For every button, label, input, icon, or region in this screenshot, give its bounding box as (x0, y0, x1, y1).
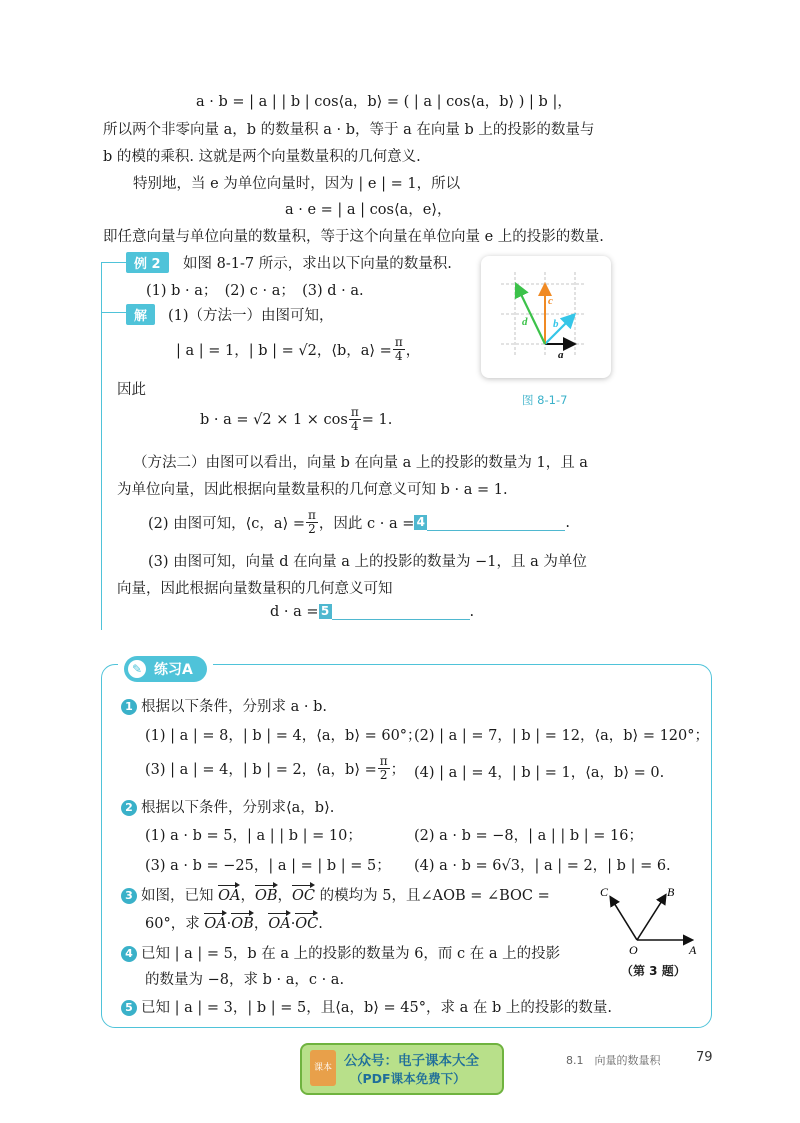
question-1 (121, 695, 327, 716)
q2-sub3: (3) a · b = −25，| a | = | b | = 5； (145, 858, 391, 874)
example-rule-tick (101, 262, 126, 263)
q2-sub2: (2) a · b = −8，| a | | b | = 16； (414, 828, 643, 844)
text-line: 即任意向量与单位向量的数量积，等于这个向量在单位向量 e 上的投影的数量. (103, 229, 604, 245)
formula-dot-product-decomposition: a · b = | a | | b | cos⟨a，b⟩ = ( | a | cos⟨a，b⟩ ) | b |， (196, 94, 572, 110)
question-text: 根据以下条件，分别求 a · b. (141, 699, 327, 715)
watermark-banner[interactable] (300, 1043, 504, 1095)
part3-equation (270, 603, 474, 620)
figure-caption: 图 8-1-7 (522, 393, 568, 407)
label-a: a (558, 349, 564, 361)
example-side-rule (101, 262, 102, 630)
fraction-pi-over-2: $\frac{\pi}{2}$ (379, 754, 388, 782)
part2-equation (148, 509, 570, 536)
label-b: b (553, 318, 559, 330)
vector-oa: OA (218, 888, 241, 904)
label-A: A (689, 943, 697, 957)
question-3-line2: 60°，求 OA·OB，OA·OC. (145, 916, 323, 932)
label-d: d (522, 316, 528, 328)
q2-sub1: (1) a · b = 5，| a | | b | = 10； (145, 828, 362, 844)
vector-ob: OB (254, 888, 278, 904)
exercise-title (118, 656, 213, 682)
page-number: 79 (696, 1050, 713, 1065)
q1-sub3: (3) | a | = 4，| b | = 2，⟨a，b⟩ = $\frac{\pi}{2}$ ； (145, 754, 406, 782)
question-number: 2 (121, 800, 137, 816)
label-c: c (548, 295, 553, 307)
ray-ob (637, 896, 665, 940)
vector-oa: OA (268, 916, 291, 932)
label-B: B (667, 885, 675, 899)
q1-sub2: (2) | a | = 7，| b | = 12，⟨a，b⟩ = 120°； (414, 728, 709, 744)
fraction-pi-over-4: $\frac{\pi}{4}$ (394, 335, 403, 363)
eq2-end: = 1. (361, 411, 393, 428)
banner-line1: 公众号：电子课本大全 (344, 1053, 479, 1069)
vector-oc: OC (295, 916, 319, 932)
q1-sub1: (1) | a | = 8，| b | = 4，⟨a，b⟩ = 60°； (145, 728, 422, 744)
question-number: 3 (121, 888, 137, 904)
period: . (565, 514, 570, 531)
period: . (469, 603, 475, 620)
vector-diagram (481, 256, 611, 378)
eq1-end: ， (405, 343, 421, 359)
fraction-pi-over-2: $\frac{\pi}{2}$ (308, 508, 316, 536)
question-number: 4 (121, 946, 137, 962)
question-number: 1 (121, 699, 137, 715)
example-tag: 例 2 (126, 252, 169, 273)
example-question: 如图 8-1-7 所示，求出以下向量的数量积. (183, 256, 452, 272)
vector-d-arrow (517, 286, 545, 344)
method2-line1: （方法二）由图可以看出，向量 b 在向量 a 上的投影的数量为 1，且 a (133, 455, 588, 471)
vector-oc: OC (292, 888, 315, 904)
question-text: 根据以下条件，分别求⟨a，b⟩. (141, 800, 335, 816)
text-line: 特别地，当 e 为单位向量时，因为 | e | = 1，所以 (133, 176, 461, 192)
footer-section: 8.1 向量的数量积 (566, 1054, 661, 1067)
solution-tag: 解 (126, 304, 155, 325)
part3-line1: (3) 由图可知，向量 d 在向量 a 上的投影的数量为 −1，且 a 为单位 (148, 554, 587, 570)
question-number: 5 (121, 1000, 137, 1016)
q1-sub4: (4) | a | = 4，| b | = 1，⟨a，b⟩ = 0. (414, 765, 665, 781)
equation-b-dot-a (200, 406, 392, 433)
book-logo-icon: 课本 (310, 1050, 336, 1086)
answer-blank-5[interactable] (332, 603, 470, 620)
banner-line2: （PDF课本免费下） (350, 1071, 466, 1086)
solution-method1: (1)（方法一）由图可知， (168, 308, 334, 324)
method2-line2: 为单位向量，因此根据向量数量积的几何意义可知 b · a = 1. (117, 482, 508, 498)
text-line: 所以两个非零向量 a，b 的数量积 a · b，等于 a 在向量 b 上的投影的数量与 (103, 122, 595, 138)
blank-number-4: 4 (414, 515, 427, 530)
eq1-left: | a | = 1，| b | = √2，⟨b，a⟩ = (176, 343, 392, 359)
vector-oa: OA (204, 916, 227, 932)
part3-line2: 向量，因此根据向量数量积的几何意义可知 (117, 581, 393, 597)
question-4: 4 已知 | a | = 5，b 在 a 上的投影的数量为 6，而 c 在 a 上的投影 (121, 942, 560, 963)
question-2 (121, 796, 334, 817)
eq2-left: b · a = √2 × 1 × cos (200, 411, 348, 428)
question-3-figure-caption: （第 3 题） (621, 964, 686, 978)
equation-magnitudes (176, 336, 420, 363)
exercise-title-text: 练习A (154, 662, 193, 678)
fraction-pi-over-4: $\frac{\pi}{4}$ (350, 405, 359, 433)
p3-eq: d · a = (270, 603, 319, 620)
question-3: 3 如图，已知 OA，OB，OC 的模均为 5，且∠AOB = ∠BOC = (121, 884, 550, 905)
figure-8-1-7-card (481, 256, 611, 378)
text-line: b 的模的乘积. 这就是两个向量数量积的几何意义. (103, 149, 421, 165)
ray-oc (611, 898, 637, 940)
blank-number-5: 5 (319, 604, 332, 619)
label-C: C (600, 885, 609, 899)
vector-b-arrow (545, 316, 573, 344)
question-5: 5 已知 | a | = 3，| b | = 5，且⟨a，b⟩ = 45°，求 a 在 b 上的投影的数量. (121, 996, 612, 1017)
label-O: O (629, 943, 638, 957)
p2-left: (2) 由图可知，⟨c，a⟩ = (148, 516, 305, 532)
pencil-icon: ✎ (128, 660, 146, 678)
vector-ob: OB (231, 916, 254, 932)
p2-mid: ，因此 c · a = (318, 516, 415, 532)
answer-blank-4[interactable] (427, 514, 565, 531)
example-parts: (1) b · a； (2) c · a； (3) d · a. (146, 283, 364, 299)
therefore-text: 因此 (117, 382, 146, 398)
q2-sub4: (4) a · b = 6√3，| a | = 2，| b | = 6. (414, 858, 671, 874)
solution-rule-tick (101, 312, 126, 313)
formula-unit-vector: a · e = | a | cos⟨a，e⟩， (285, 202, 452, 218)
question-4-line2: 的数量为 −8，求 b · a，c · a. (145, 972, 345, 988)
